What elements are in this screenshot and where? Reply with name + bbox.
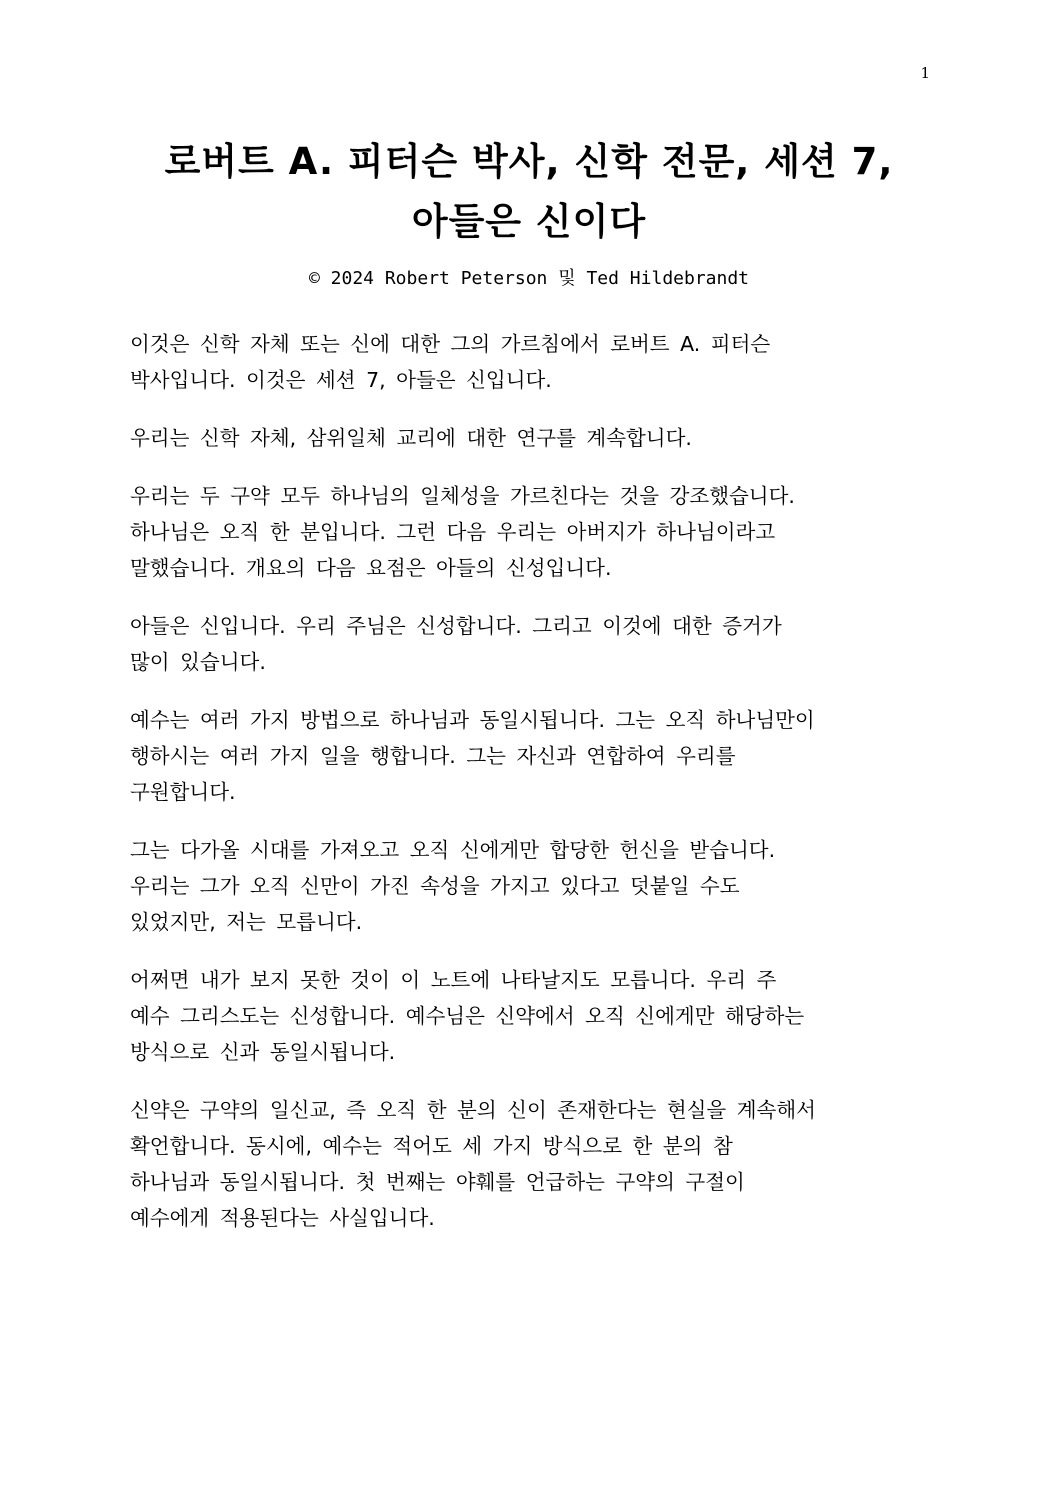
paragraph <box>130 326 940 398</box>
paragraph-line: 그는 다가올 시대를 가져오고 오직 신에게만 합당한 헌신을 받습니다. <box>130 838 776 862</box>
paragraph <box>130 420 940 456</box>
paragraph-line: 예수 그리스도는 신성합니다. 예수님은 신약에서 오직 신에게만 해당하는 <box>130 1004 805 1028</box>
paragraph-line: 신약은 구약의 일신교, 즉 오직 한 분의 신이 존재한다는 현실을 계속해서 <box>130 1098 816 1122</box>
paragraph <box>130 832 940 940</box>
paragraph-line: 박사입니다. 이것은 세션 7, 아들은 신입니다. <box>130 368 552 392</box>
document-body <box>130 326 940 1258</box>
title-line-2: 아들은 신이다 <box>411 200 647 243</box>
paragraph-line: 우리는 신학 자체, 삼위일체 교리에 대한 연구를 계속합니다. <box>130 426 692 450</box>
title-line-1: 로버트 A. 피터슨 박사, 신학 전문, 세션 7, <box>164 140 894 183</box>
document-title <box>80 132 978 252</box>
paragraph <box>130 1092 940 1236</box>
paragraph-line: 확언합니다. 동시에, 예수는 적어도 세 가지 방식으로 한 분의 참 <box>130 1134 733 1158</box>
paragraph <box>130 962 940 1070</box>
copyright-line: © 2024 Robert Peterson 및 Ted Hildebrandt <box>308 268 750 289</box>
page-number: 1 <box>920 64 930 82</box>
paragraph-line: 우리는 그가 오직 신만이 가진 속성을 가지고 있다고 덧붙일 수도 <box>130 874 740 898</box>
paragraph-line: 이것은 신학 자체 또는 신에 대한 그의 가르침에서 로버트 A. 피터슨 <box>130 332 771 356</box>
paragraph-line: 구원합니다. <box>130 780 236 804</box>
paragraph-line: 하나님과 동일시됩니다. 첫 번째는 야훼를 언급하는 구약의 구절이 <box>130 1170 745 1194</box>
paragraph-line: 방식으로 신과 동일시됩니다. <box>130 1040 396 1064</box>
paragraph-line: 어쩌면 내가 보지 못한 것이 이 노트에 나타날지도 모릅니다. 우리 주 <box>130 968 777 992</box>
paragraph-line: 하나님은 오직 한 분입니다. 그런 다음 우리는 아버지가 하나님이라고 <box>130 520 776 544</box>
paragraph-line: 아들은 신입니다. 우리 주님은 신성합니다. 그리고 이것에 대한 증거가 <box>130 614 782 638</box>
paragraph <box>130 702 940 810</box>
paragraph-line: 많이 있습니다. <box>130 650 266 674</box>
paragraph-line: 우리는 두 구약 모두 하나님의 일체성을 가르친다는 것을 강조했습니다. <box>130 484 795 508</box>
paragraph-line: 말했습니다. 개요의 다음 요점은 아들의 신성입니다. <box>130 556 612 580</box>
paragraph <box>130 478 940 586</box>
paragraph-line: 예수는 여러 가지 방법으로 하나님과 동일시됩니다. 그는 오직 하나님만이 <box>130 708 815 732</box>
paragraph <box>130 608 940 680</box>
paragraph-line: 예수에게 적용된다는 사실입니다. <box>130 1206 435 1230</box>
paragraph-line: 행하시는 여러 가지 일을 행합니다. 그는 자신과 연합하여 우리를 <box>130 744 736 768</box>
paragraph-line: 있었지만, 저는 모릅니다. <box>130 910 363 934</box>
